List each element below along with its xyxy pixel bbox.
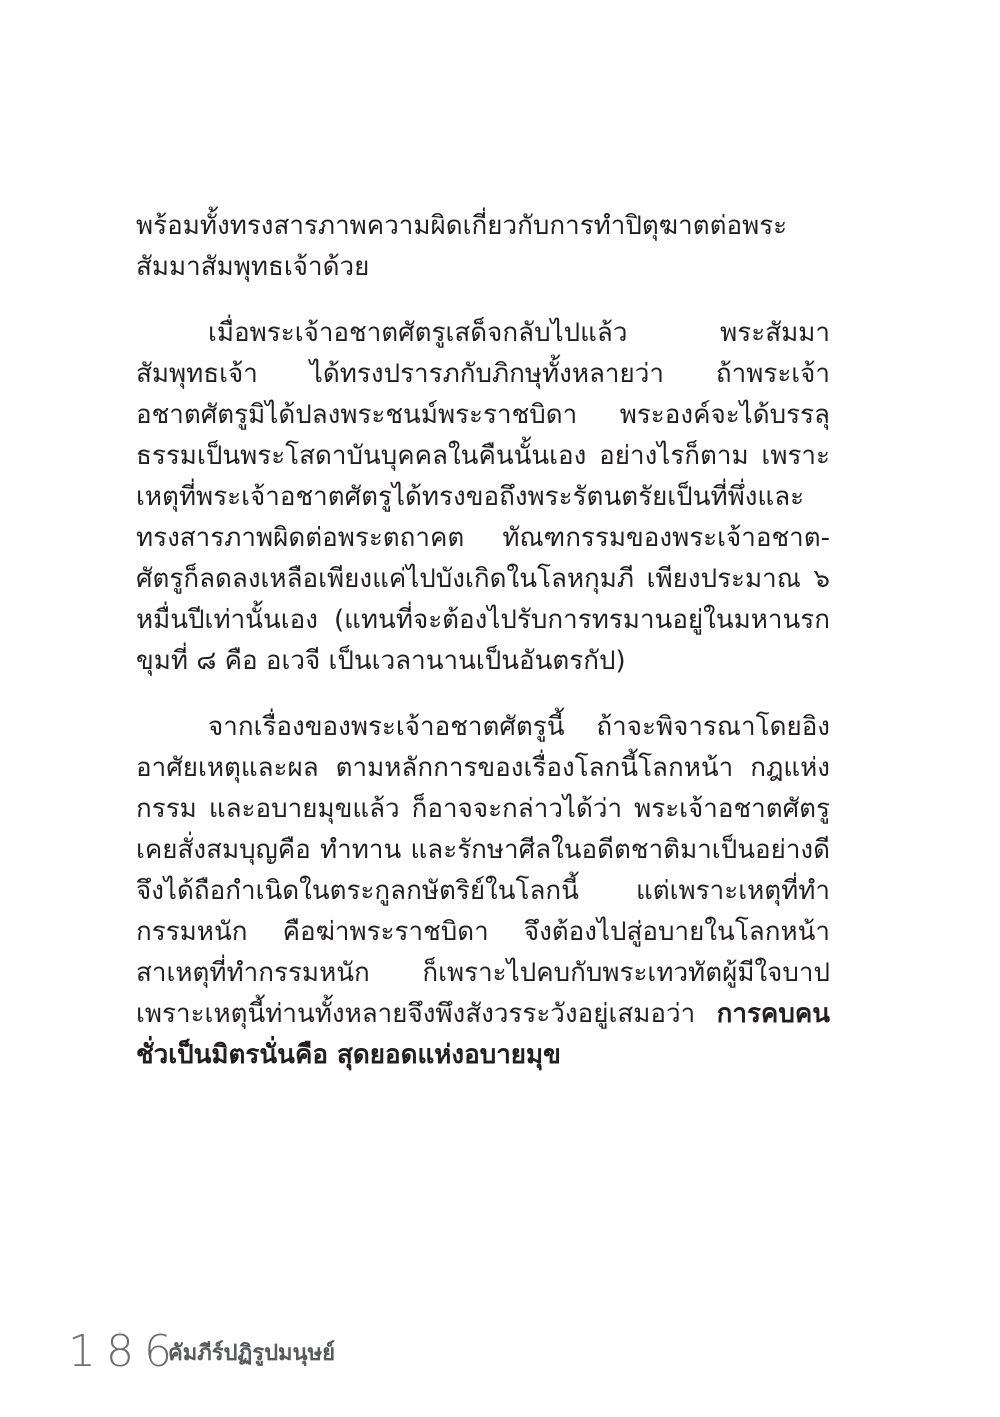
text-line: กรรม และอบายมุขแล้ว ก็อาจจะกล่าวได้ว่า พระเจ้าอชาตศัตรู — [136, 794, 830, 824]
text-line: ศัตรูก็ลดลงเหลือเพียงแค่ไปบังเกิดในโลหกุมภี เพียงประมาณ ๖ — [136, 564, 830, 594]
text-line: สัมพุทธเจ้า ได้ทรงปรารภกับภิกษุทั้งหลายว่า ถ้าพระเจ้า — [136, 359, 830, 389]
text-line: สาเหตุที่ทำกรรมหนัก ก็เพราะไปคบกับพระเทวทัตผู้มีใจบาป — [136, 958, 830, 988]
text-line: เหตุที่พระเจ้าอชาตศัตรูได้ทรงขอถึงพระรัตนตรัยเป็นที่พึ่งและ — [136, 482, 805, 512]
text-line: เคยสั่งสมบุญคือ ทำทาน และรักษาศีลในอดีตชาติมาเป็นอย่างดี — [136, 835, 830, 865]
text-line: จากเรื่องของพระเจ้าอชาตศัตรูนี้ ถ้าจะพิจารณาโดยอิง — [208, 712, 830, 742]
text-line: กรรมหนัก คือฆ่าพระราชบิดา จึงต้องไปสู่อบายในโลกหน้า — [136, 917, 830, 947]
page-body — [136, 206, 830, 1076]
closing-bold-text: การคบคน — [716, 999, 830, 1029]
text-line: อาศัยเหตุและผล ตามหลักการของเรื่องโลกนี้โลกหน้า กฎแห่ง — [136, 753, 830, 783]
text-line: จึงได้ถือกำเนิดในตระกูลกษัตริย์ในโลกนี้ แต่เพราะเหตุที่ทำ — [136, 876, 830, 906]
page-footer — [68, 1318, 335, 1378]
page-number: 186 — [68, 1326, 182, 1377]
paragraph-1 — [136, 206, 830, 288]
text-line-with-emphasis — [136, 994, 830, 1035]
final-bold-line: ชั่วเป็นมิตรนั่นคือ สุดยอดแห่งอบายมุข — [136, 1040, 561, 1070]
text-line: สัมมาสัมพุทธเจ้าด้วย — [136, 252, 370, 282]
paragraph-2 — [136, 313, 830, 682]
text-line: พร้อมทั้งทรงสารภาพความผิดเกี่ยวกับการทำปิตุฆาตต่อพระ — [136, 211, 788, 241]
text-line: ธรรมเป็นพระโสดาบันบุคคลในคืนนั้นเอง อย่างไรก็ตาม เพราะ — [136, 441, 830, 471]
text-line: อชาตศัตรูมิได้ปลงพระชนม์พระราชบิดา พระองค์จะได้บรรลุ — [136, 400, 830, 430]
text-line: ทรงสารภาพผิดต่อพระตถาคต ทัณฑกรรมของพระเจ้าอชาต- — [136, 523, 830, 553]
text-line: ขุมที่ ๘ คือ อเวจี เป็นเวลานานเป็นอันตรกัป) — [136, 646, 626, 676]
text-line: หมื่นปีเท่านั้นเอง (แทนที่จะต้องไปรับการทรมานอยู่ในมหานรก — [136, 605, 830, 635]
text-line: เมื่อพระเจ้าอชาตศัตรูเสด็จกลับไปแล้ว พระสัมมา — [208, 318, 830, 348]
book-title: คัมภีร์ปฏิรูปมนุษย์ — [167, 1341, 335, 1366]
closing-plain-text: เพราะเหตุนี้ท่านทั้งหลายจึงพึงสังวรระวังอยู่เสมอว่า — [136, 999, 717, 1029]
paragraph-3 — [136, 707, 830, 1076]
